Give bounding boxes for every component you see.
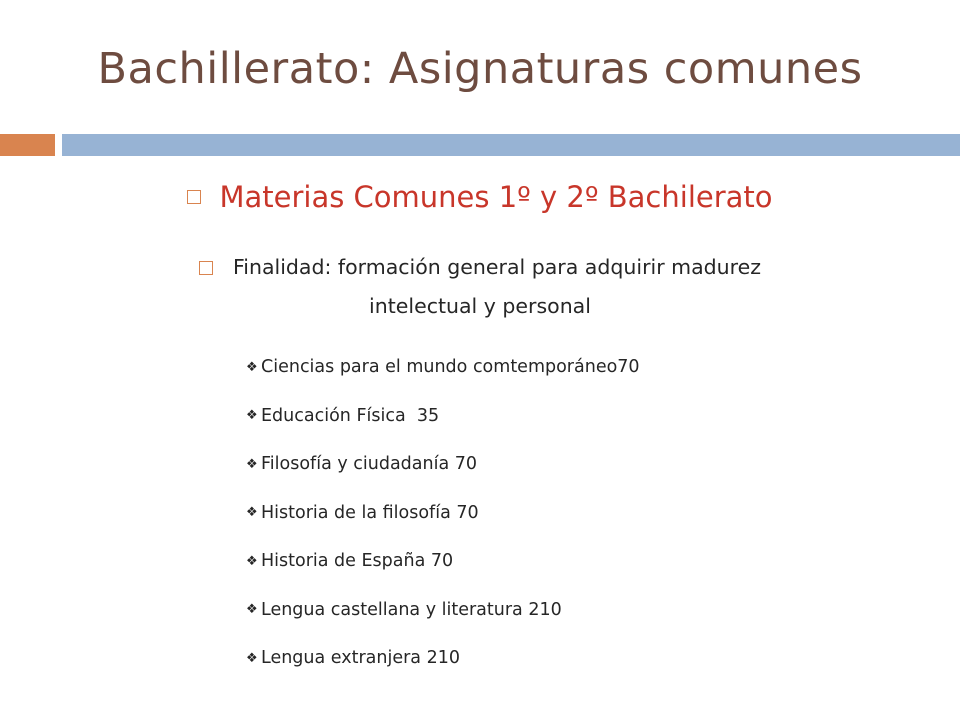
subject-list: [246, 343, 640, 683]
accent-bar-orange: [0, 134, 55, 156]
four-diamond-icon: ❖: [246, 650, 258, 666]
section-heading: Materias Comunes 1º y 2º Bachilerato: [219, 180, 773, 214]
four-diamond-icon: ❖: [246, 553, 258, 569]
list-item-label: Lengua castellana y literatura 210: [261, 599, 562, 620]
slide-title: Bachillerato: Asignaturas comunes: [97, 44, 863, 94]
list-item-label: Educación Física 35: [261, 405, 440, 426]
list-item: [246, 586, 640, 635]
four-diamond-icon: ❖: [246, 408, 258, 424]
list-item: [246, 634, 640, 683]
subpoint: [0, 248, 960, 326]
accent-bar-blue: [62, 134, 960, 156]
square-outline-icon: [187, 190, 201, 204]
list-item-label: Filosofía y ciudadanía 70: [261, 454, 478, 475]
four-diamond-icon: ❖: [246, 359, 258, 375]
list-item: [246, 489, 640, 538]
subpoint-line-1: Finalidad: formación general para adquirir madurez: [232, 255, 762, 279]
four-diamond-icon: ❖: [246, 505, 258, 521]
list-item: [246, 537, 640, 586]
list-item: [246, 343, 640, 392]
list-item-label: Historia de la filosofía 70: [261, 502, 479, 523]
list-item-label: Ciencias para el mundo comtemporáneo70: [261, 357, 640, 378]
list-item: [246, 392, 640, 441]
list-item-label: Historia de España 70: [261, 551, 454, 572]
list-item: [246, 440, 640, 489]
heading-row: [0, 180, 960, 214]
square-outline-icon: [199, 261, 213, 275]
four-diamond-icon: ❖: [246, 602, 258, 618]
subpoint-line-2: intelectual y personal: [369, 294, 591, 318]
four-diamond-icon: ❖: [246, 456, 258, 472]
list-item-label: Lengua extranjera 210: [261, 648, 460, 669]
